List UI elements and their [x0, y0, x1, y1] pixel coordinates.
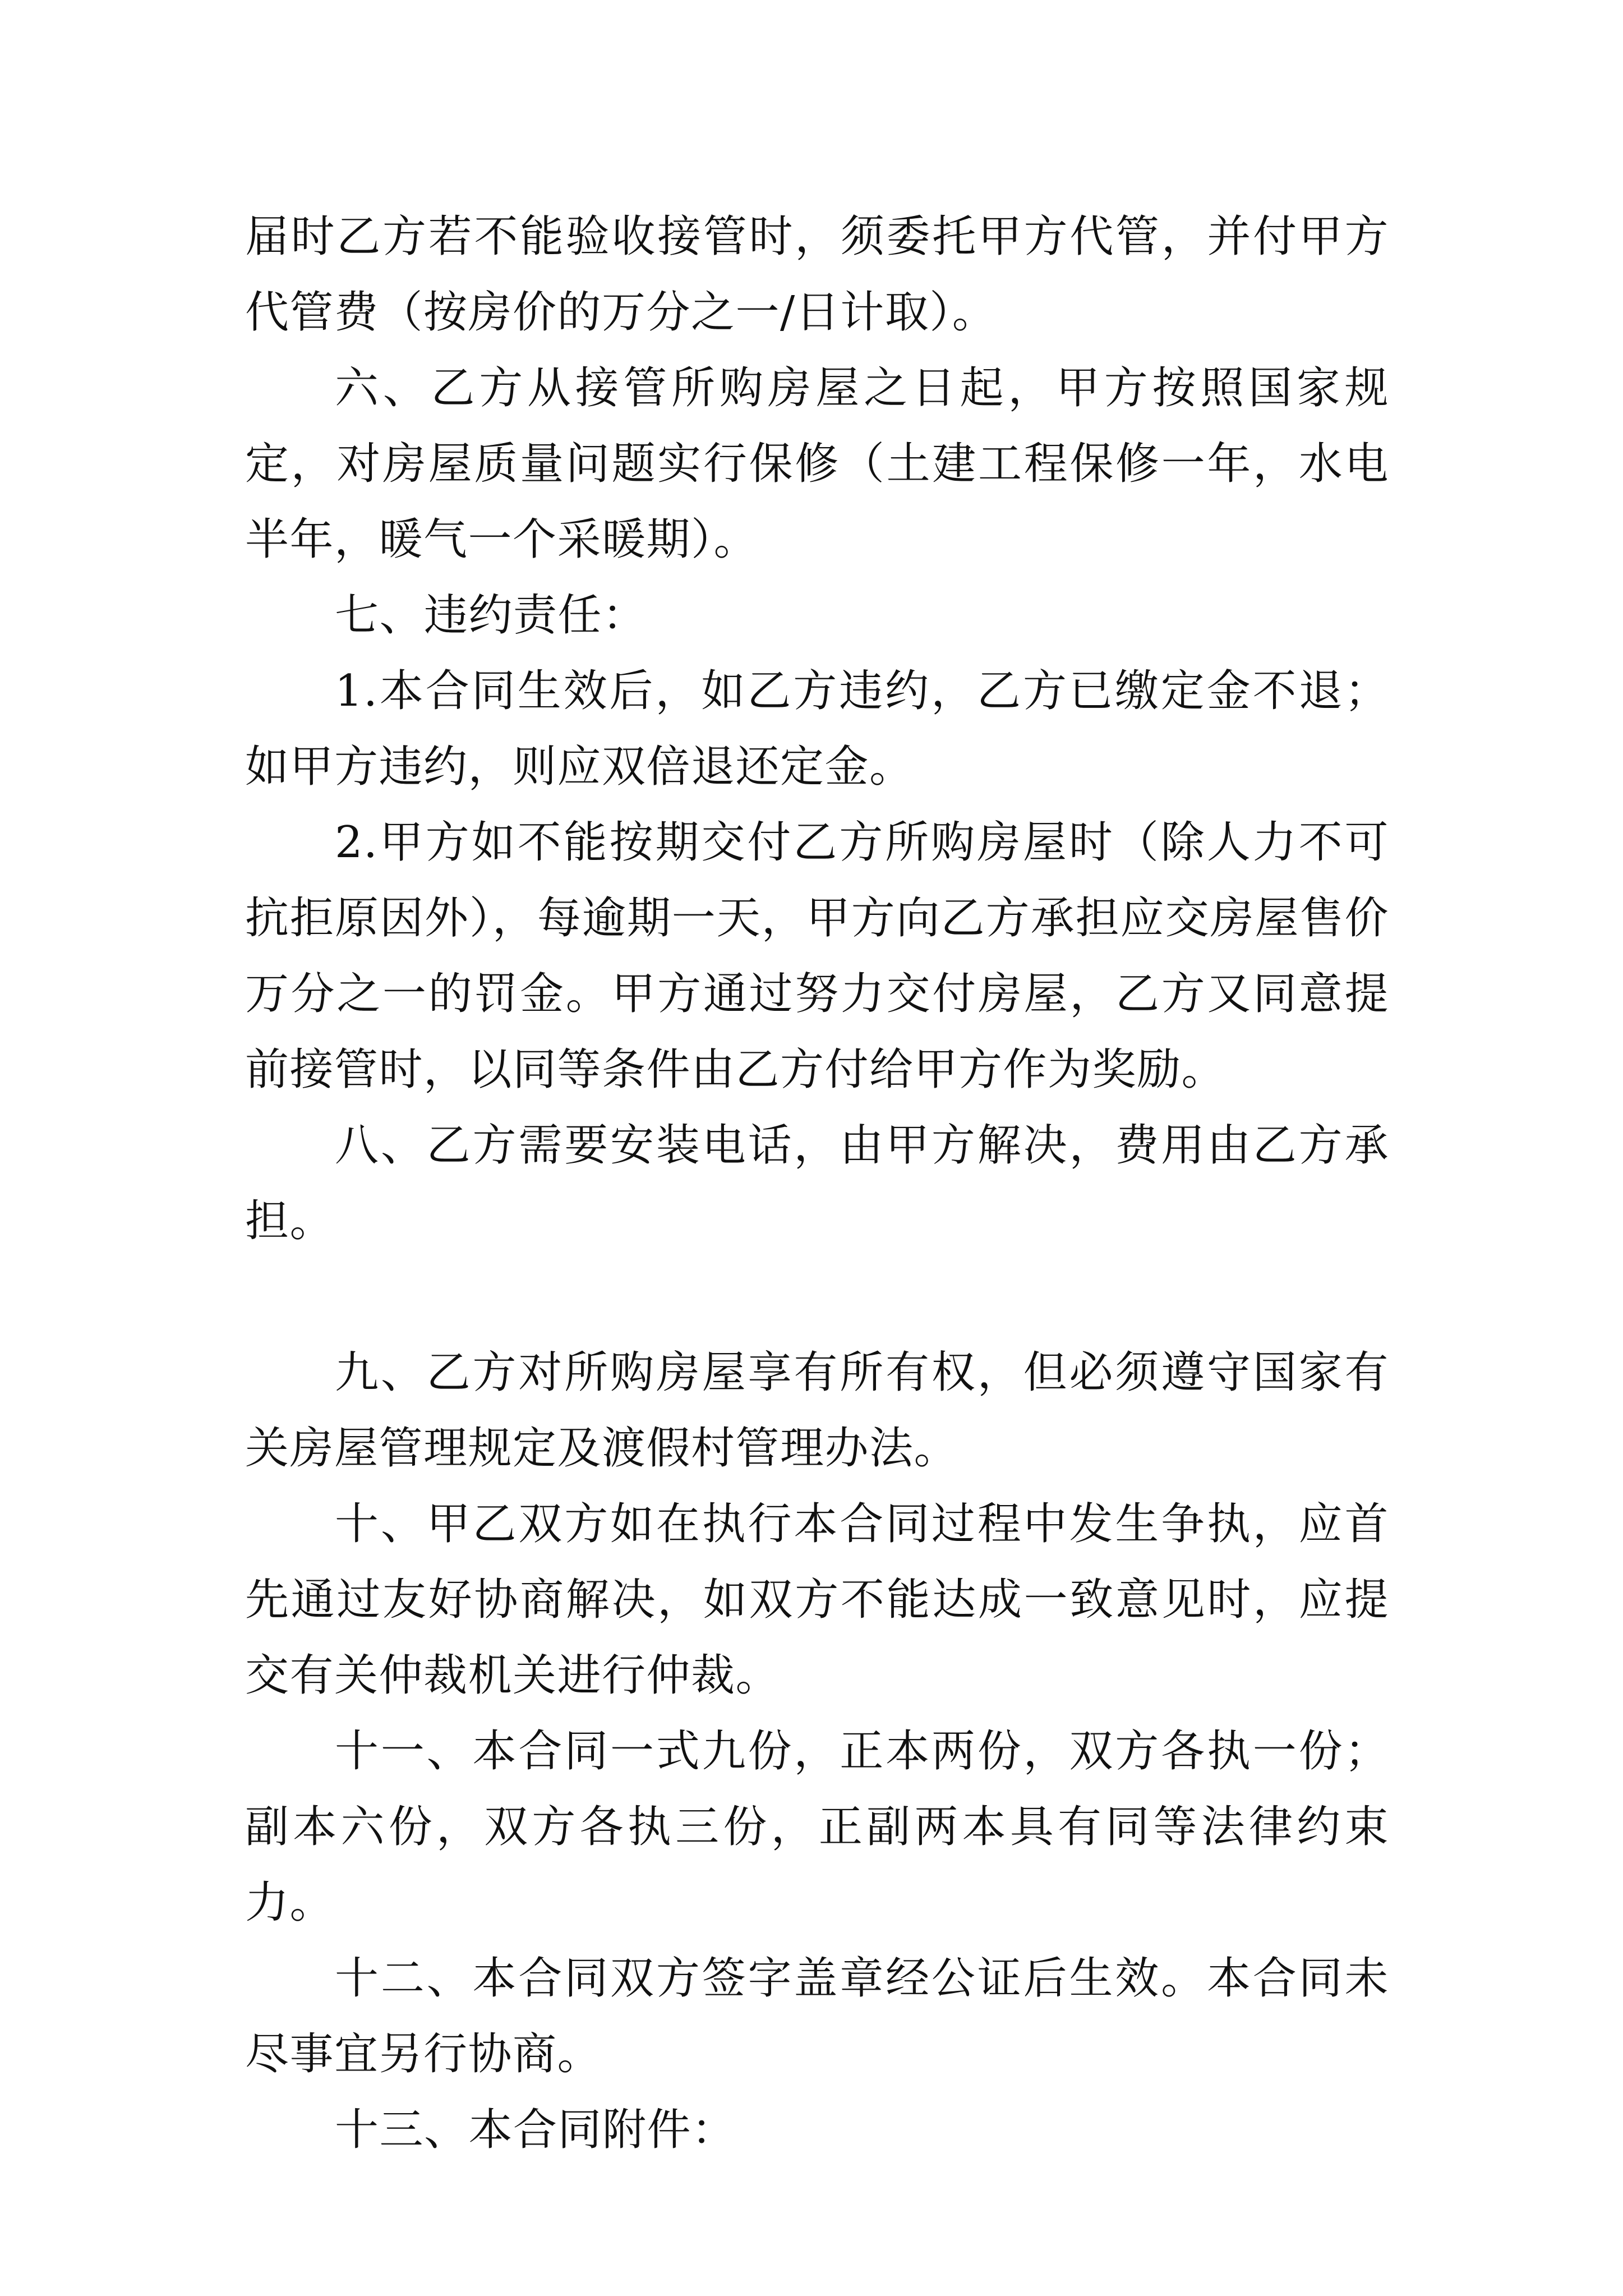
paragraph-article-twelve: 十二、本合同双方签字盖章经公证后生效。本合同未尽事宜另行协商。	[245, 1953, 1389, 2079]
paragraph-article-six: 六、乙方从接管所购房屋之日起，甲方按照国家规定，对房屋质量问题实行保修（土建工程保修一年，水电半年，暖气一个采暖期）。	[245, 363, 1389, 565]
paragraph-article-eleven: 十一、本合同一式九份，正本两份，双方各执一份；副本六份，双方各执三份，正副两本具有同等法律约束力。	[245, 1726, 1389, 1928]
paragraph-article-nine: 九、乙方对所购房屋享有所有权，但必须遵守国家有关房屋管理规定及渡假村管理办法。	[245, 1347, 1389, 1474]
paragraph-article-thirteen: 十三、本合同附件：	[335, 2105, 736, 2155]
paragraph-article-eight: 八、乙方需要安装电话，由甲方解决，费用由乙方承担。	[245, 1120, 1389, 1246]
paragraph-article-seven-item-2: 2.甲方如不能按期交付乙方所购房屋时（除人力不可抗拒原因外），每逾期一天，甲方向乙方承担应交房屋售价万分之一的罚金。甲方通过努力交付房屋，乙方又同意提前接管时，以同等条件由乙方付给甲方作为奖励。	[245, 817, 1389, 1095]
paragraph-continued: 届时乙方若不能验收接管时，须委托甲方代管，并付甲方代管费（按房价的万分之一/日计取）。	[245, 211, 1389, 338]
contract-body	[245, 199, 1389, 2168]
paragraph-article-seven: 七、违约责任：	[335, 590, 647, 641]
paragraph-article-seven-item-1: 1.本合同生效后，如乙方违约，乙方已缴定金不退；如甲方违约，则应双倍退还定金。	[245, 666, 1389, 792]
blank-line	[245, 1259, 1389, 1335]
paragraph-article-ten: 十、甲乙双方如在执行本合同过程中发生争执，应首先通过友好协商解决，如双方不能达成一致意见时，应提交有关仲裁机关进行仲裁。	[245, 1499, 1389, 1701]
